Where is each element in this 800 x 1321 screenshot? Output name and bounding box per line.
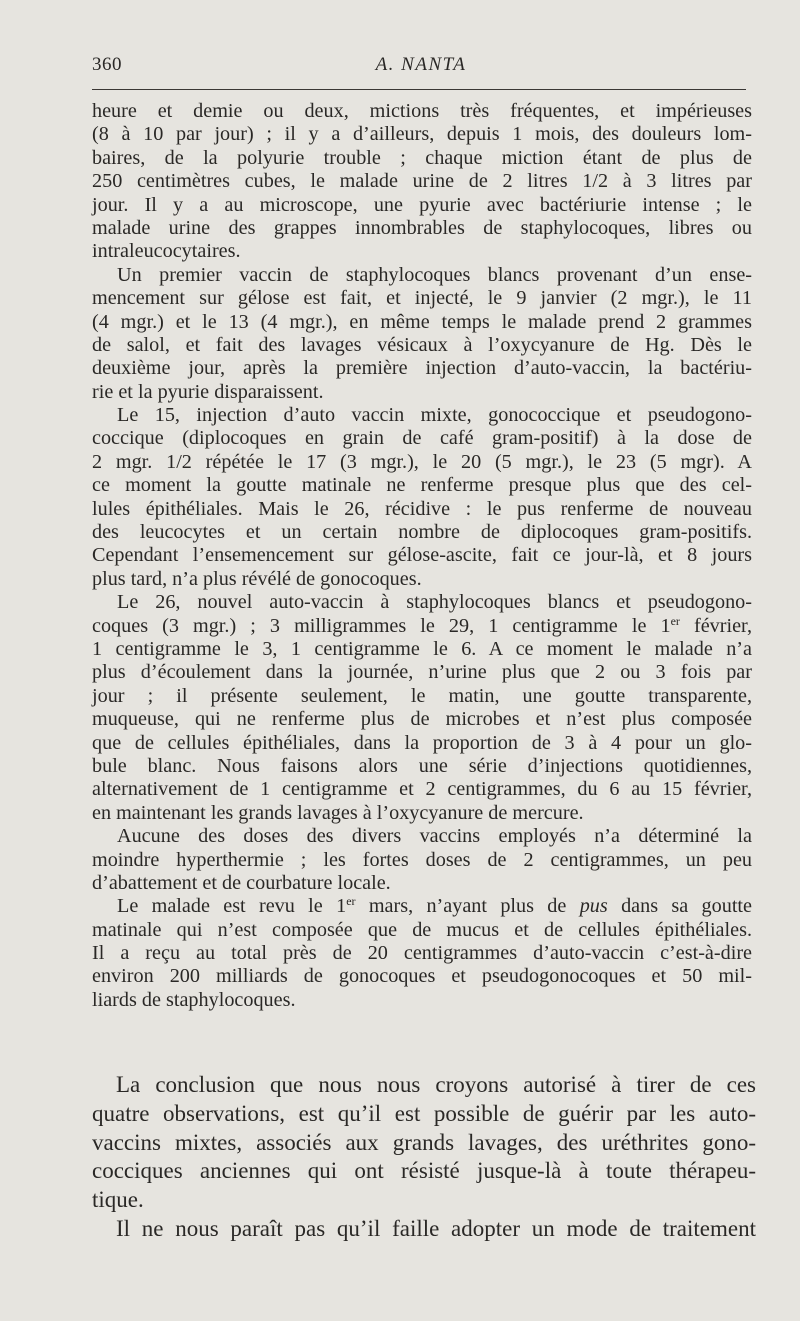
text-line: deuxième jour, après la première injection d’auto-vaccin, la bactériu-	[92, 357, 752, 380]
text-line: bule blanc. Nous faisons alors une série d’injections quotidiennes,	[92, 754, 752, 777]
text-line: 250 centimètres cubes, le malade urine de 2 litres 1/2 à 3 litres par	[92, 170, 752, 193]
text-line: de salol, et fait des lavages vésicaux à l’oxycyanure de Hg. Dès le	[92, 333, 752, 356]
text-line: que de cellules épithéliales, dans la proportion de 3 à 4 pour un glo-	[92, 731, 752, 754]
text-line: d’abattement et de courbature locale.	[92, 871, 391, 894]
text-line: Aucune des doses des divers vaccins employés n’a déterminé la	[117, 825, 752, 848]
text-line: (4 mgr.) et le 13 (4 mgr.), en même temps le malade prend 2 grammes	[92, 310, 752, 333]
text-segment: coques (3 mgr.) ; 3 milligrammes le 29, 1 centigramme le 1	[92, 614, 671, 637]
running-head: A. NANTA	[375, 54, 467, 75]
text-line: alternativement de 1 centigramme et 2 centigrammes, du 6 au 15 février,	[92, 778, 752, 801]
text-line: lules épithéliales. Mais le 26, récidive : le pus renferme de nouveau	[92, 497, 752, 520]
text-line: plus d’écoulement dans la journée, n’urine plus que 2 ou 3 fois par	[92, 661, 752, 684]
page-header	[92, 54, 750, 84]
text-line: environ 200 milliards de gonocoques et pseudogonocoques et 50 mil-	[92, 965, 752, 988]
text-line: jour ; il présente seulement, le matin, une goutte transparente,	[92, 684, 752, 707]
text-line: coccique (diplocoques en grain de café gram-positif) à la dose de	[92, 427, 752, 450]
text-line: quatre observations, est qu’il est possible de guérir par les auto-	[92, 1100, 756, 1126]
conclusion-text	[92, 1071, 756, 1244]
text-line: intraleucocytaires.	[92, 240, 241, 263]
text-segment: mars, n’ayant plus de	[355, 895, 580, 918]
text-line: tique.	[92, 1187, 144, 1213]
text-line: moindre hyperthermie ; les fortes doses de 2 centigrammes, un peu	[92, 848, 752, 871]
text-line: liards de staphylocoques.	[92, 988, 296, 1011]
text-line: Il ne nous paraît pas qu’il faille adopter un mode de traitement	[116, 1215, 756, 1241]
text-line: baires, de la polyurie trouble ; chaque miction étant de plus de	[92, 146, 752, 169]
superscript: er	[670, 613, 680, 628]
text-line: vaccins mixtes, associés aux grands lavages, des uréthrites gono-	[92, 1129, 756, 1155]
text-segment: dans sa goutte	[607, 895, 752, 918]
text-line: Il a reçu au total près de 20 centigrammes d’auto-vaccin c’est-à-dire	[92, 942, 752, 965]
text-line: Le 26, nouvel auto-vaccin à staphylocoques blancs et pseudogono-	[117, 591, 752, 614]
text-line	[92, 615, 752, 638]
text-line: malade urine des grappes innombrables de staphylocoques, libres ou	[92, 216, 752, 239]
text-line: des leucocytes et un certain nombre de diplocoques gram-positifs.	[92, 521, 752, 544]
text-line: Cependant l’ensemencement sur gélose-ascite, fait ce jour-là, et 8 jours	[92, 544, 752, 567]
header-rule	[92, 89, 746, 90]
text-line: La conclusion que nous nous croyons autorisé à tirer de ces	[116, 1072, 756, 1097]
text-line: Un premier vaccin de staphylocoques blancs provenant d’un ense-	[117, 263, 752, 286]
text-line: rie et la pyurie disparaissent.	[92, 380, 324, 403]
text-line: ce moment la goutte matinale ne renferme presque plus que des cel-	[92, 474, 752, 497]
text-line	[92, 895, 752, 918]
case-report-text	[92, 100, 752, 1012]
italic-word: pus	[579, 895, 608, 918]
text-line: Le 15, injection d’auto vaccin mixte, gonococcique et pseudogono-	[117, 404, 752, 427]
text-line: plus tard, n’a plus révélé de gonocoques.	[92, 567, 422, 590]
text-line: heure et demie ou deux, mictions très fréquentes, et impérieuses	[92, 100, 752, 122]
text-line: cocciques anciennes qui ont résisté jusque-là à toute thérapeu-	[92, 1158, 756, 1184]
text-segment: Le malade est revu le 1	[117, 895, 347, 918]
text-line: 1 centigramme le 3, 1 centigramme le 6. A ce moment le malade n’a	[92, 637, 752, 660]
page-number: 360	[92, 54, 122, 75]
superscript: er	[346, 894, 356, 909]
text-segment: février,	[679, 614, 753, 637]
text-line: jour. Il y a au microscope, une pyurie avec bactériurie intense ; le	[92, 193, 752, 216]
text-line: muqueuse, qui ne renferme plus de microbes et n’est plus composée	[92, 708, 752, 731]
text-line: (8 à 10 par jour) ; il y a d’ailleurs, depuis 1 mois, des douleurs lom-	[92, 123, 752, 146]
text-line: matinale qui n’est composée que de mucus et de cellules épithéliales.	[92, 918, 752, 941]
text-line: en maintenant les grands lavages à l’oxycyanure de mercure.	[92, 801, 584, 824]
text-line: mencement sur gélose est fait, et injecté, le 9 janvier (2 mgr.), le 11	[92, 287, 752, 310]
text-line: 2 mgr. 1/2 répétée le 17 (3 mgr.), le 20 (5 mgr.), le 23 (5 mgr). A	[92, 450, 752, 473]
